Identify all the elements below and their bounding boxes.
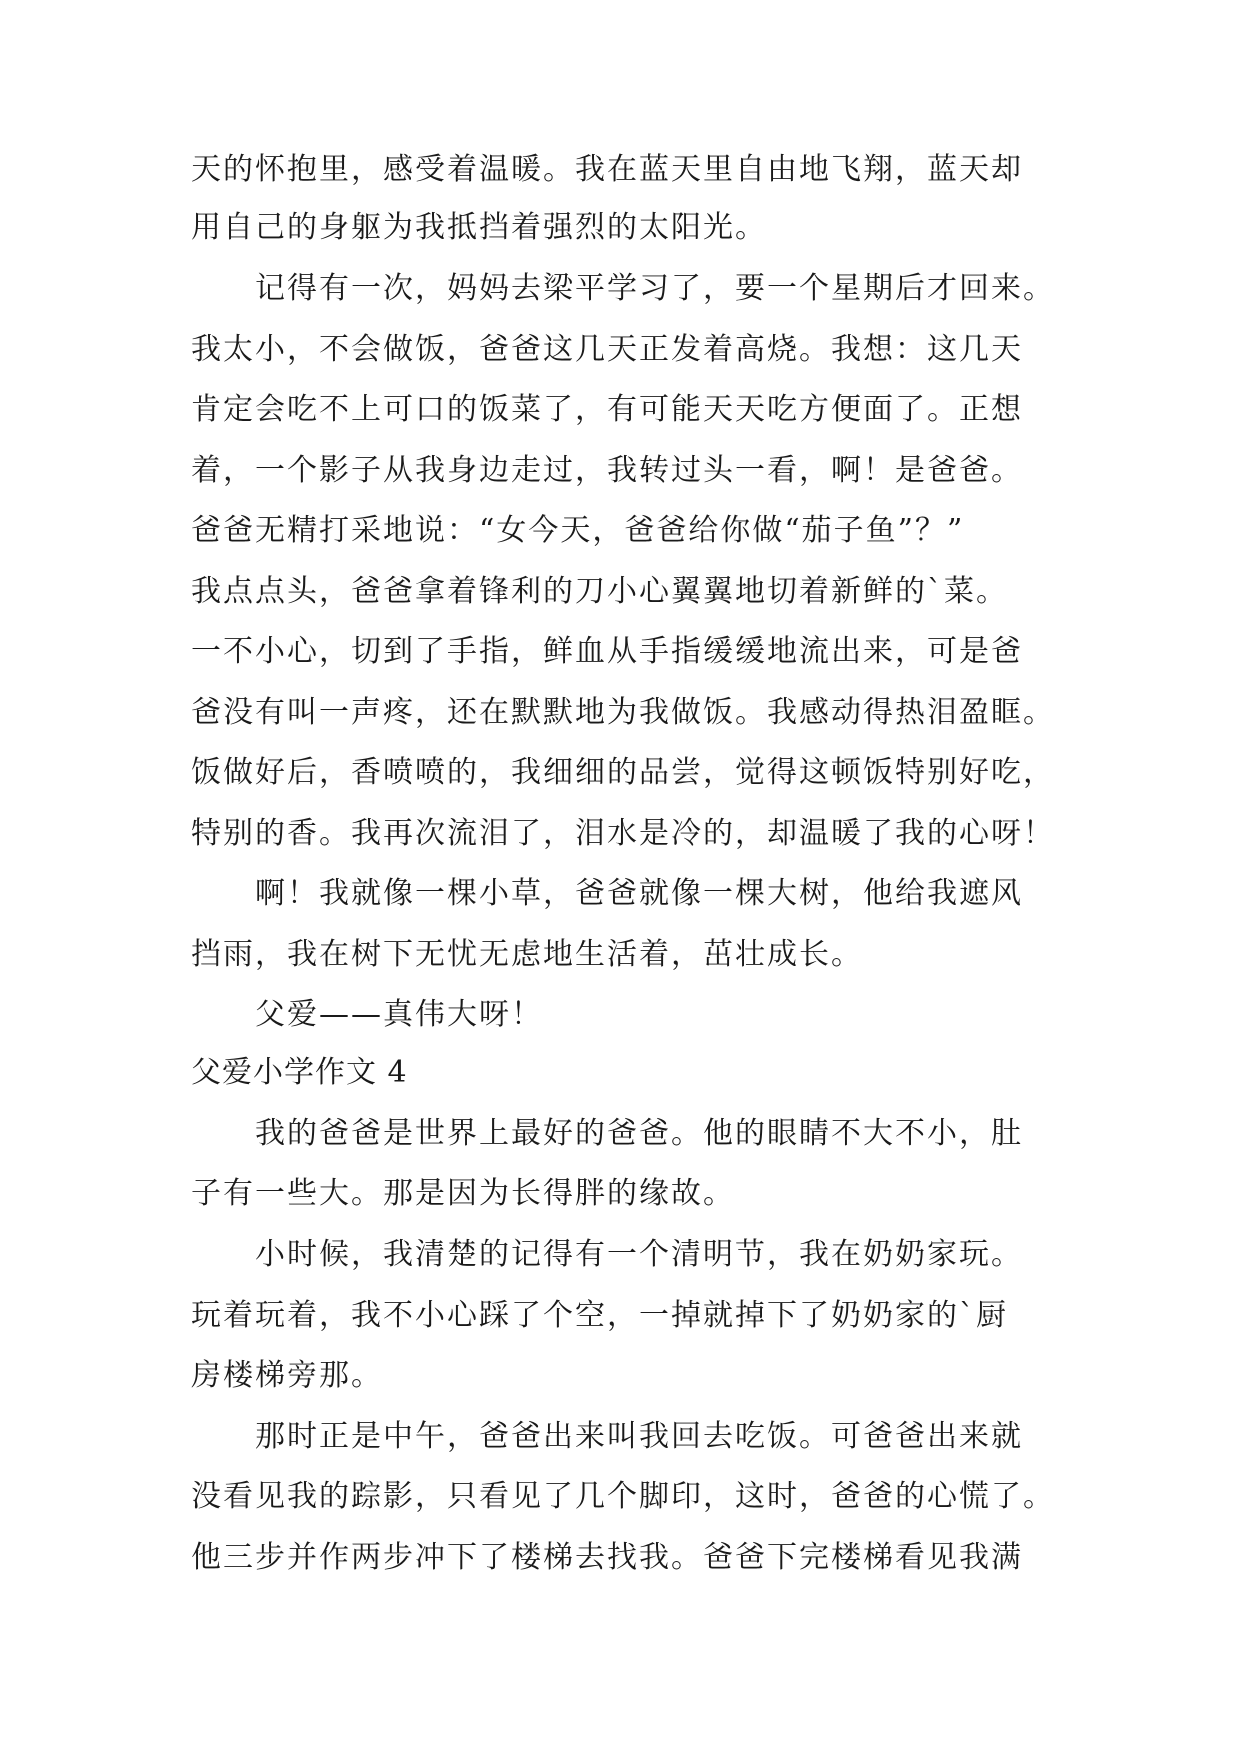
paragraph-start-line: 父爱——真伟大呀！ <box>255 997 543 1032</box>
text-line: 着，一个影子从我身边走过，我转过头一看，啊！是爸爸。 <box>191 453 1023 488</box>
text-line: 肯定会吃不上可口的饭菜了，有可能天天吃方便面了。正想 <box>191 392 1023 427</box>
paragraph-start-line: 小时候，我清楚的记得有一个清明节，我在奶奶家玩。 <box>255 1237 1023 1272</box>
text-line: 用自己的身躯为我抵挡着强烈的太阳光。 <box>191 210 767 245</box>
text-line: 我点点头，爸爸拿着锋利的刀小心翼翼地切着新鲜的`菜。 <box>191 574 1008 609</box>
text-line: 房楼梯旁那。 <box>191 1358 383 1393</box>
text-line: 特别的香。我再次流泪了，泪水是冷的，却温暖了我的心呀！ <box>191 816 1055 851</box>
text-line: 饭做好后，香喷喷的，我细细的品尝，觉得这顿饭特别好吃， <box>191 755 1055 790</box>
paragraph-start-line: 记得有一次，妈妈去梁平学习了，要一个星期后才回来。 <box>255 271 1055 306</box>
text-line: 挡雨，我在树下无忧无虑地生活着，茁壮成长。 <box>191 937 863 972</box>
text-line: 爸没有叫一声疼，还在默默地为我做饭。我感动得热泪盈眶。 <box>191 695 1055 730</box>
text-line: 玩着玩着，我不小心踩了个空，一掉就掉下了奶奶家的`厨 <box>191 1298 1008 1333</box>
text-line: 天的怀抱里，感受着温暖。我在蓝天里自由地飞翔，蓝天却 <box>191 152 1023 187</box>
section-heading: 父爱小学作文 4 <box>191 1055 408 1090</box>
text-line: 一不小心，切到了手指，鲜血从手指缓缓地流出来，可是爸 <box>191 634 1023 669</box>
paragraph-start-line: 我的爸爸是世界上最好的爸爸。他的眼睛不大不小，肚 <box>255 1116 1023 1151</box>
text-line: 我太小，不会做饭，爸爸这几天正发着高烧。我想：这几天 <box>191 332 1023 367</box>
text-line: 子有一些大。那是因为长得胖的缘故。 <box>191 1176 735 1211</box>
text-line: 爸爸无精打采地说：“女今天，爸爸给你做“茄子鱼”？” <box>191 513 965 548</box>
text-line: 没看见我的踪影，只看见了几个脚印，这时，爸爸的心慌了。 <box>191 1479 1055 1514</box>
paragraph-start-line: 那时正是中午，爸爸出来叫我回去吃饭。可爸爸出来就 <box>255 1419 1023 1454</box>
paragraph-start-line: 啊！我就像一棵小草，爸爸就像一棵大树，他给我遮风 <box>255 876 1023 911</box>
text-line: 他三步并作两步冲下了楼梯去找我。爸爸下完楼梯看见我满 <box>191 1540 1023 1575</box>
